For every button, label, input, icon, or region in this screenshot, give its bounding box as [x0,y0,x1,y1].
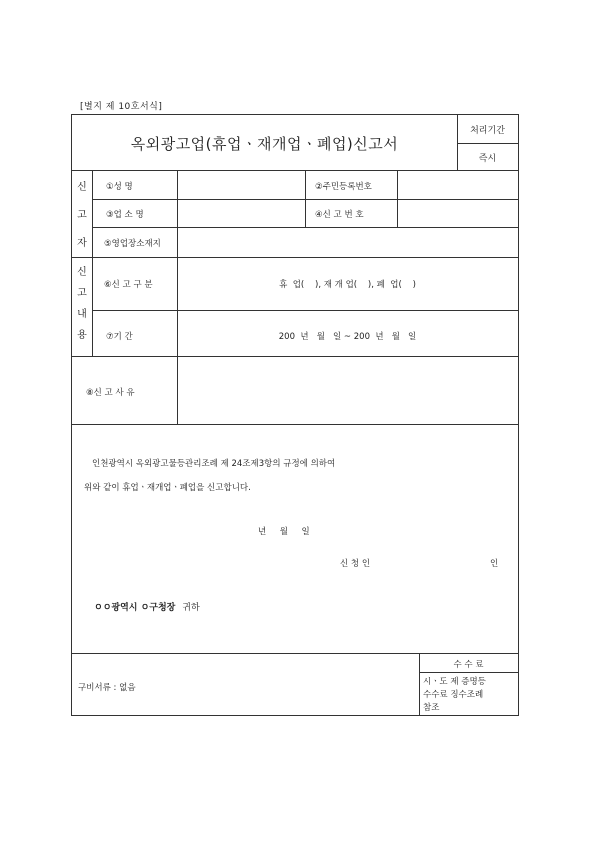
report-type-options[interactable]: 휴 업( ), 재 개 업( ), 폐 업( ) [279,280,416,290]
divider [92,170,93,356]
reason-field[interactable] [179,359,516,422]
name-label: ①성 명 [106,182,133,192]
divider [92,227,518,228]
divider [72,424,518,425]
divider [72,257,518,258]
processing-period-value: 즉시 [478,154,497,164]
seal-mark: 인 [490,559,499,569]
fee-note-line: 시ㆍ도 제 증명등 [423,677,486,687]
reporter-label-char: 고 [77,210,87,221]
divider [177,170,178,424]
content-label-char: 고 [77,288,87,299]
business-name-label: ③업 소 명 [106,210,144,220]
content-label-char: 내 [77,309,87,320]
report-form [71,114,519,716]
business-location-label: ⑤영업장소재지 [104,239,161,249]
form-title: 옥외광고업(휴업ㆍ재개업ㆍ폐업)신고서 [130,135,399,153]
declaration-line-2: 위와 같이 휴업ㆍ재개업ㆍ폐업을 신고합니다. [84,483,251,493]
content-label-char: 용 [77,330,87,341]
recipient [94,600,200,613]
fee-note [423,676,486,715]
fee-header: 수 수 료 [453,660,484,670]
period-label: ⑦기 간 [106,332,133,342]
fee-note-line: 수수료 징수조례 [423,690,484,700]
declaration-line-1: 인천광역시 옥외광고물등관리조례 제 24조제3항의 규정에 의하여 [92,459,336,469]
divider [397,170,398,227]
divider [92,310,518,311]
business-name-field[interactable] [179,201,303,225]
resident-number-field[interactable] [399,173,516,197]
report-number-field[interactable] [399,201,516,225]
business-location-field[interactable] [179,229,516,255]
recipient-suffix: 귀하 [182,603,200,613]
divider [72,356,518,357]
recipient-name: ㅇㅇ광역시 ㅇ구청장 [94,603,176,613]
reporter-label-char: 신 [77,182,87,193]
content-label-char: 신 [77,267,87,278]
resident-number-label: ②주민등록번호 [315,182,372,192]
period-value[interactable]: 200 년 월 일 ~ 200 년 월 일 [278,332,417,342]
divider [305,170,306,227]
content-section-label [72,264,92,344]
applicant-label: 신 청 인 [340,559,371,569]
declaration-date: 년 월 일 [258,527,310,537]
divider [457,143,518,144]
reporter-label-char: 자 [77,238,87,249]
form-number: [별지 제 10호서식] [80,102,163,112]
fee-note-line: 참조 [423,703,440,713]
processing-period-label: 처리기간 [470,126,505,136]
attachments: 구비서류 : 없음 [78,683,136,693]
reporter-section-label [72,177,92,255]
name-field[interactable] [179,173,303,197]
divider [419,672,518,673]
report-number-label: ④신 고 번 호 [315,210,364,220]
report-type-label: ⑥신 고 구 분 [104,280,153,290]
reason-label: ⑧신 고 사 유 [86,388,135,398]
divider [72,653,518,654]
divider [72,170,518,171]
